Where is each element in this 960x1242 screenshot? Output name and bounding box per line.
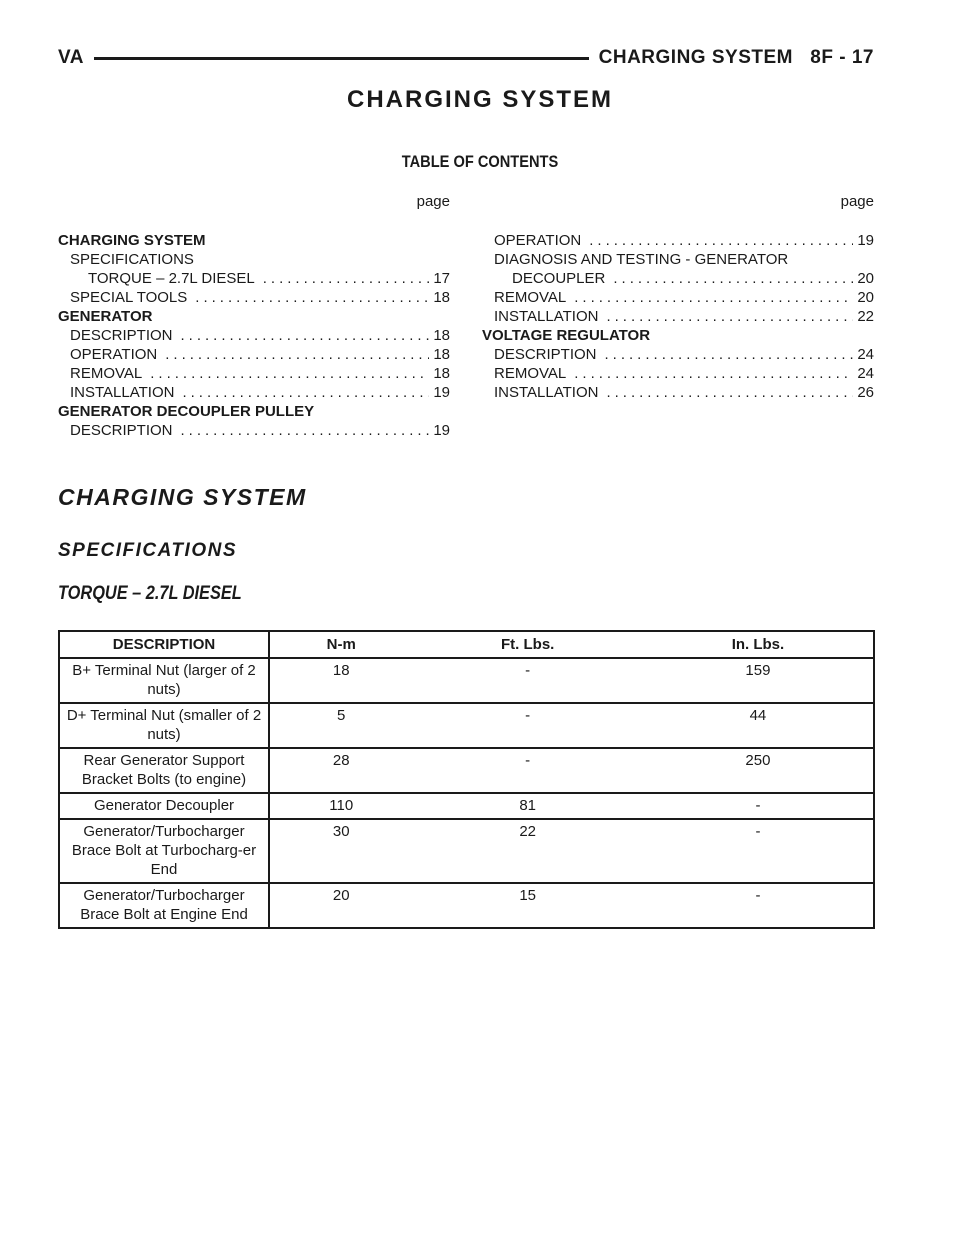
table-cell-value: - xyxy=(412,658,642,703)
toc-entry-page: 18 xyxy=(433,327,450,344)
toc-page-label: page xyxy=(840,193,874,210)
column-header: N-m xyxy=(269,631,412,658)
toc-entry-page: 18 xyxy=(433,289,450,306)
toc-entry[interactable] xyxy=(58,231,450,250)
toc-entry-page: 24 xyxy=(857,365,874,382)
table-cell-description: B+ Terminal Nut (larger of 2 nuts) xyxy=(59,658,269,703)
toc-entry[interactable] xyxy=(58,383,450,402)
toc-entry-page: 20 xyxy=(857,270,874,287)
table-row xyxy=(59,658,874,703)
toc-entry[interactable] xyxy=(482,345,874,364)
table-cell-value: 110 xyxy=(269,793,412,819)
toc-leader-dots xyxy=(605,345,854,364)
toc-entry[interactable] xyxy=(58,345,450,364)
toc-entry[interactable] xyxy=(482,364,874,383)
column-header: DESCRIPTION xyxy=(59,631,269,658)
toc-leader-dots xyxy=(165,345,429,364)
table-cell-value: - xyxy=(643,883,874,928)
toc-entry-page: 18 xyxy=(433,346,450,363)
toc-leader-dots xyxy=(182,383,429,402)
toc-entry[interactable] xyxy=(482,269,874,288)
table-cell-description: Generator Decoupler xyxy=(59,793,269,819)
toc-page-label: page xyxy=(416,193,450,210)
toc-entry[interactable] xyxy=(58,250,450,269)
header-rule xyxy=(94,57,589,60)
table-cell-value: - xyxy=(412,703,642,748)
toc-leader-dots xyxy=(606,307,853,326)
table-cell-description: D+ Terminal Nut (smaller of 2 nuts) xyxy=(59,703,269,748)
toc-entry-label: DESCRIPTION xyxy=(494,346,597,363)
table-cell-value: - xyxy=(412,748,642,793)
toc-entry-label: TORQUE – 2.7L DIESEL xyxy=(88,270,255,287)
toc-entry-label: DESCRIPTION xyxy=(70,422,173,439)
table-cell-value: 18 xyxy=(269,658,412,703)
toc-entry-page: 17 xyxy=(433,270,450,287)
toc-leader-dots xyxy=(574,288,853,307)
toc-entry-page: 18 xyxy=(433,365,450,382)
toc-entry-label: SPECIAL TOOLS xyxy=(70,289,188,306)
toc-entry-label: INSTALLATION xyxy=(494,384,599,401)
page-title: CHARGING SYSTEM xyxy=(346,86,613,113)
toc-entry[interactable] xyxy=(58,288,450,307)
table-row xyxy=(59,883,874,928)
toc-entry[interactable] xyxy=(58,364,450,383)
toc-entry-page: 22 xyxy=(857,308,874,325)
table-cell-value: 81 xyxy=(412,793,642,819)
toc-entry[interactable] xyxy=(482,250,874,269)
toc-leader-dots xyxy=(263,269,430,288)
table-cell-value: 20 xyxy=(269,883,412,928)
table-row xyxy=(59,703,874,748)
toc-entry-page: 19 xyxy=(857,232,874,249)
toc-entry-page: 20 xyxy=(857,289,874,306)
toc-entry[interactable] xyxy=(58,307,450,326)
toc-entry[interactable] xyxy=(482,383,874,402)
table-cell-value: - xyxy=(643,793,874,819)
toc-leader-dots xyxy=(181,326,430,345)
toc-entry-label: SPECIFICATIONS xyxy=(70,251,194,268)
table-cell-value: 15 xyxy=(412,883,642,928)
toc-entry-label: GENERATOR DECOUPLER PULLEY xyxy=(58,403,315,420)
table-cell-value: 22 xyxy=(412,819,642,883)
toc-entry-page: 19 xyxy=(433,384,450,401)
table-cell-value: 5 xyxy=(269,703,412,748)
toc-entry-label: OPERATION xyxy=(70,346,158,363)
toc-leader-dots xyxy=(613,269,853,288)
table-cell-value: - xyxy=(643,819,874,883)
toc-entry-label: INSTALLATION xyxy=(70,384,175,401)
table-cell-description: Generator/Turbocharger Brace Bolt at Turbocharg-er End xyxy=(59,819,269,883)
toc-leader-dots xyxy=(606,383,853,402)
toc-leader-dots xyxy=(181,421,430,440)
toc-entry-label: REMOVAL xyxy=(494,365,567,382)
table-cell-description: Rear Generator Support Bracket Bolts (to engine) xyxy=(59,748,269,793)
toc-left-column xyxy=(58,192,450,440)
toc-leader-dots xyxy=(195,288,429,307)
table-cell-value: 159 xyxy=(643,658,874,703)
section-heading: CHARGING SYSTEM xyxy=(58,484,307,510)
toc-entry-label: DIAGNOSIS AND TESTING - GENERATOR xyxy=(494,251,789,268)
toc-entry[interactable] xyxy=(482,307,874,326)
toc-entry-label: VOLTAGE REGULATOR xyxy=(482,327,651,344)
column-header: In. Lbs. xyxy=(643,631,874,658)
header-vehicle-code: VA xyxy=(58,47,84,68)
toc-entry[interactable] xyxy=(58,402,450,421)
toc-entry-label: GENERATOR xyxy=(58,308,153,325)
table-row xyxy=(59,748,874,793)
table-cell-description: Generator/Turbocharger Brace Bolt at Engine End xyxy=(59,883,269,928)
toc-entry-label: INSTALLATION xyxy=(494,308,599,325)
toc-entry-label: OPERATION xyxy=(494,232,582,249)
toc-title: TABLE OF CONTENTS xyxy=(401,152,559,171)
toc-entry[interactable] xyxy=(482,326,874,345)
toc-entry[interactable] xyxy=(482,288,874,307)
table-cell-value: 44 xyxy=(643,703,874,748)
toc-leader-dots xyxy=(589,231,853,250)
toc-right-column xyxy=(482,192,874,402)
toc-entry-page: 24 xyxy=(857,346,874,363)
toc-entry[interactable] xyxy=(58,269,450,288)
table-cell-value: 250 xyxy=(643,748,874,793)
toc-right-list xyxy=(482,231,874,402)
table-cell-value: 28 xyxy=(269,748,412,793)
column-header: Ft. Lbs. xyxy=(412,631,642,658)
section-subheading: SPECIFICATIONS xyxy=(58,540,237,561)
toc-entry[interactable] xyxy=(58,326,450,345)
toc-entry[interactable] xyxy=(482,231,874,250)
table-header-row xyxy=(59,631,874,658)
table-title: TORQUE – 2.7L DIESEL xyxy=(58,583,242,604)
toc-entry-label: REMOVAL xyxy=(70,365,143,382)
toc-entry[interactable] xyxy=(58,421,450,440)
toc-entry-page: 26 xyxy=(857,384,874,401)
table-row xyxy=(59,819,874,883)
toc-entry-page: 19 xyxy=(433,422,450,439)
toc-leader-dots xyxy=(574,364,853,383)
header-section-page: CHARGING SYSTEM 8F - 17 xyxy=(598,47,874,68)
table-cell-value: 30 xyxy=(269,819,412,883)
toc-entry-label: CHARGING SYSTEM xyxy=(58,232,206,249)
torque-specifications-table xyxy=(58,630,875,929)
toc-left-list xyxy=(58,231,450,440)
toc-leader-dots xyxy=(150,364,429,383)
page-header xyxy=(58,44,874,72)
toc-entry-label: REMOVAL xyxy=(494,289,567,306)
table-row xyxy=(59,793,874,819)
toc-entry-label: DECOUPLER xyxy=(512,270,606,287)
toc-entry-label: DESCRIPTION xyxy=(70,327,173,344)
